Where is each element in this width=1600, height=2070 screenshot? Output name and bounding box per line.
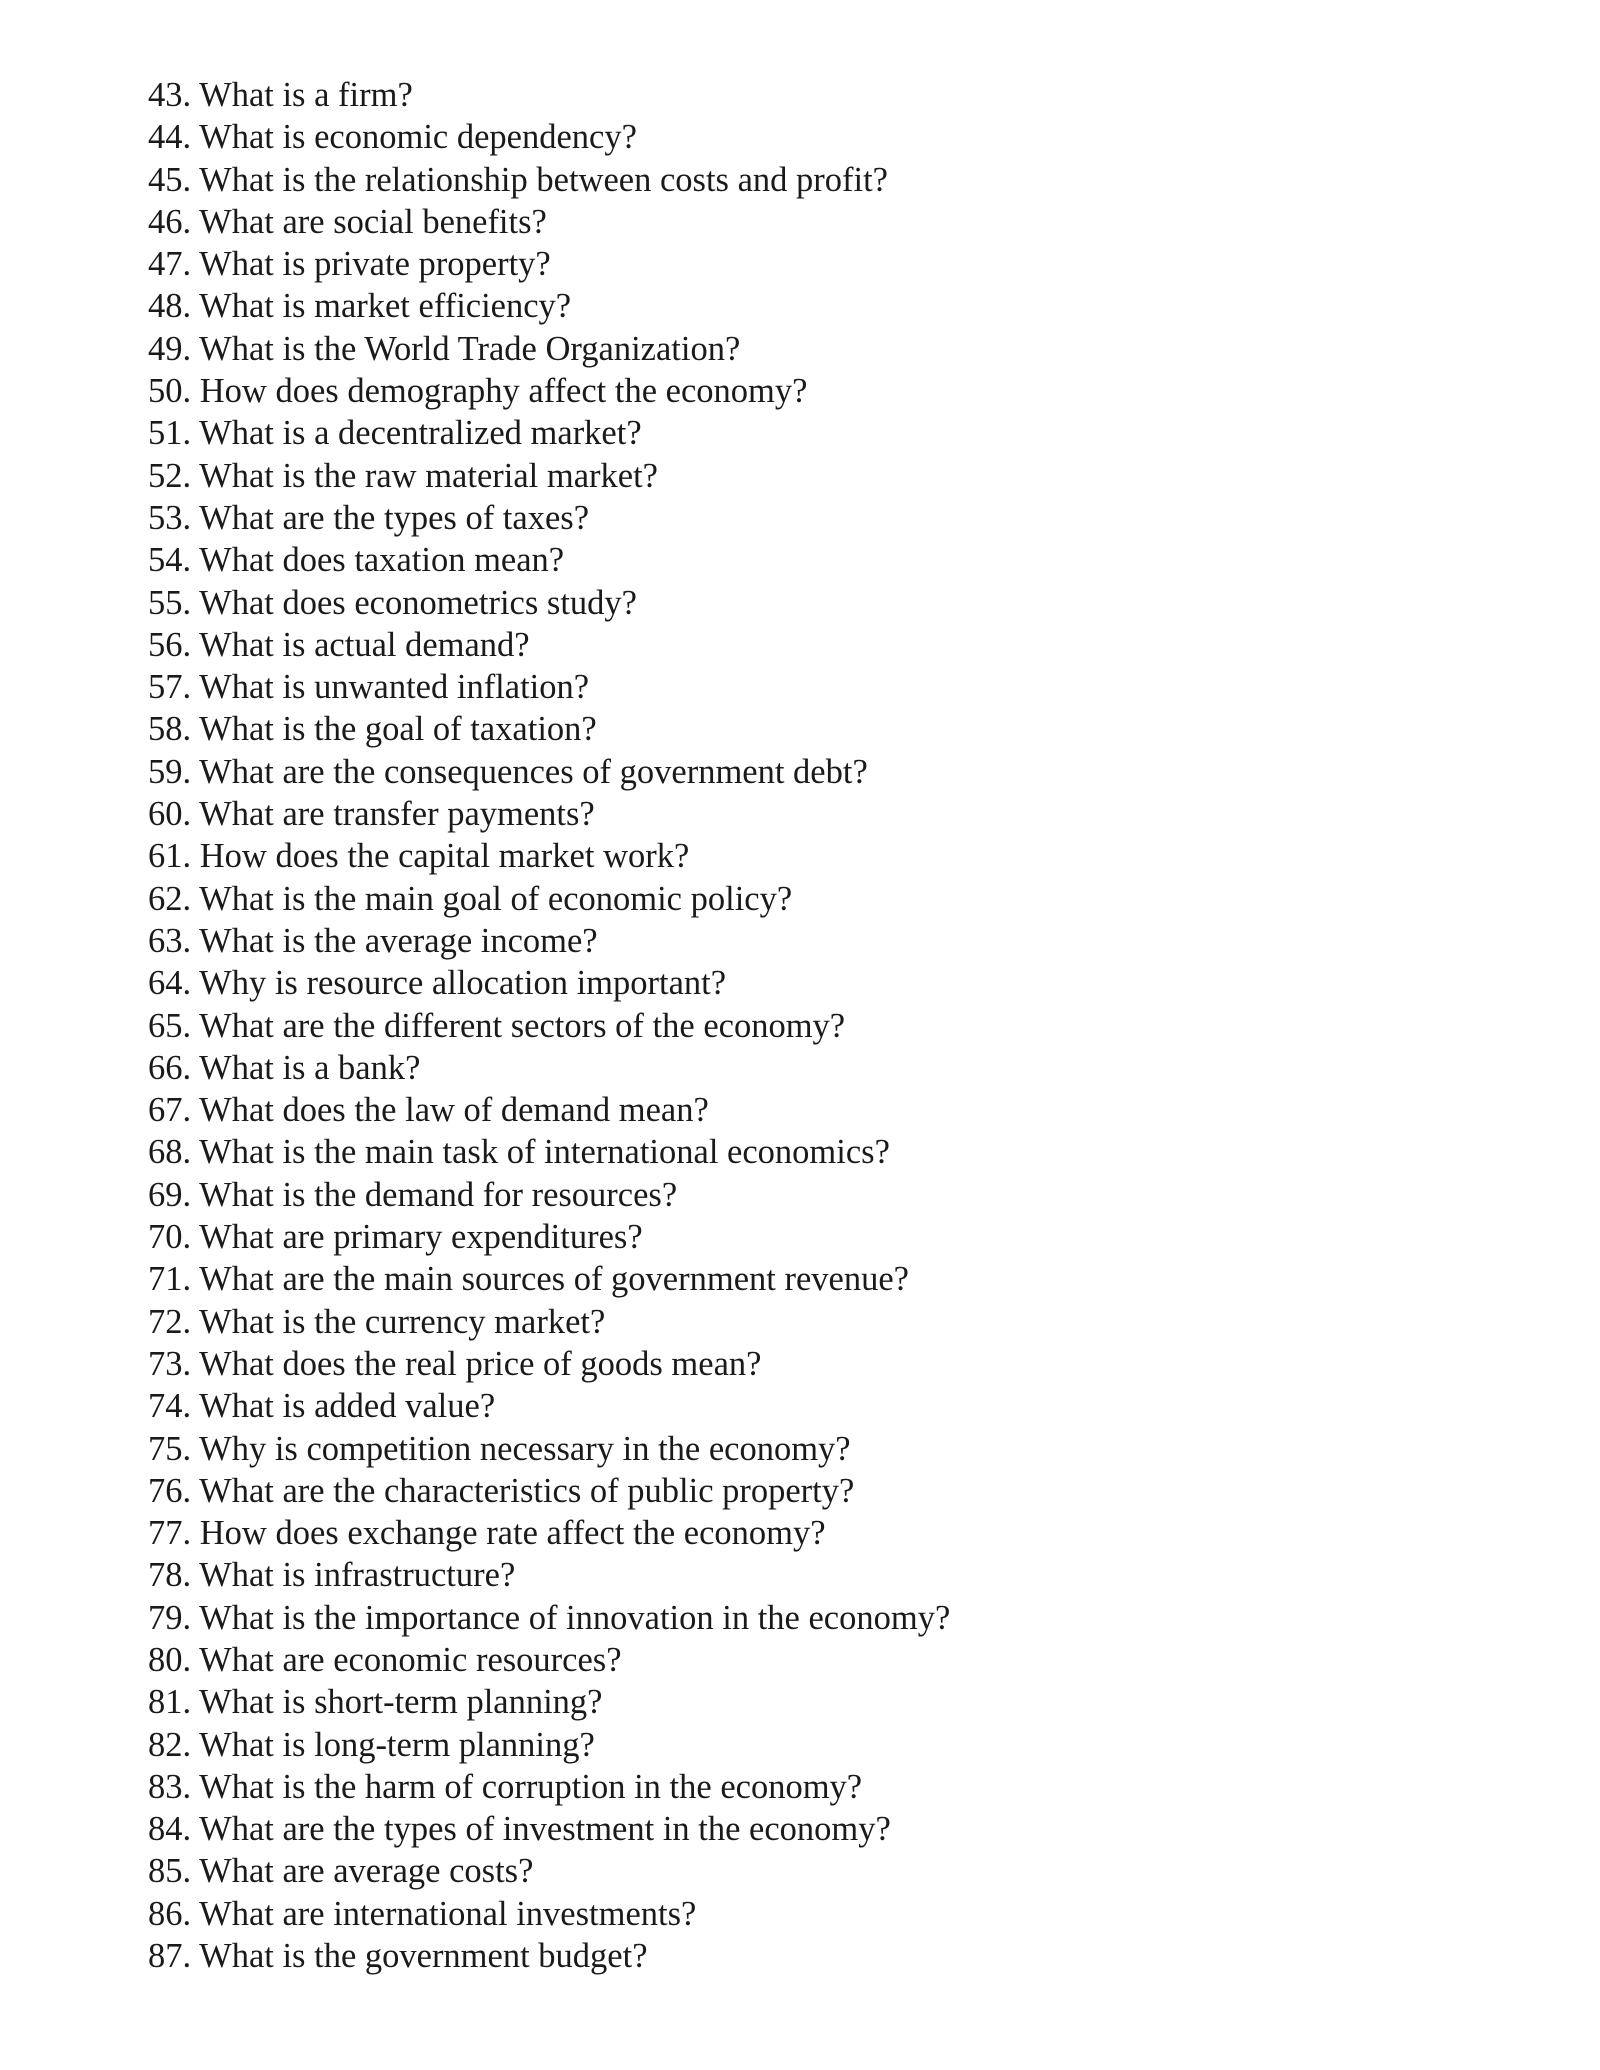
question-item <box>148 1597 1448 1639</box>
question-number: 66. <box>148 1048 192 1087</box>
question-text: What is added value? <box>199 1387 496 1426</box>
question-item <box>148 285 1448 327</box>
question-item <box>148 1766 1448 1808</box>
question-item <box>148 666 1448 708</box>
question-number: 81. <box>148 1683 192 1722</box>
question-number: 50. <box>148 372 192 411</box>
question-text: What does taxation mean? <box>199 541 565 580</box>
question-number: 75. <box>148 1429 192 1468</box>
question-text: What is the main task of international economics? <box>199 1133 890 1172</box>
question-item <box>148 582 1448 624</box>
question-number: 77. <box>148 1514 192 1553</box>
question-item <box>148 751 1448 793</box>
question-text: What are social benefits? <box>199 202 547 241</box>
question-number: 71. <box>148 1260 192 1299</box>
question-text: What are primary expenditures? <box>199 1218 643 1257</box>
question-text: What are the main sources of government revenue? <box>199 1260 909 1299</box>
question-number: 85. <box>148 1852 192 1891</box>
question-text: What is short-term planning? <box>199 1683 603 1722</box>
question-number: 43. <box>148 76 192 114</box>
question-text: What is a firm? <box>199 76 413 114</box>
question-text: What is the raw material market? <box>199 456 658 495</box>
question-number: 86. <box>148 1894 192 1933</box>
question-text: What is the harm of corruption in the economy? <box>199 1767 863 1806</box>
question-number: 84. <box>148 1810 192 1849</box>
question-number: 61. <box>148 837 192 876</box>
question-item <box>148 201 1448 243</box>
question-item <box>148 1639 1448 1681</box>
question-number: 48. <box>148 287 192 326</box>
question-number: 44. <box>148 118 192 157</box>
question-number: 51. <box>148 414 192 453</box>
question-number: 79. <box>148 1598 192 1637</box>
question-item <box>148 624 1448 666</box>
question-item <box>148 793 1448 835</box>
question-item <box>148 1681 1448 1723</box>
question-text: How does the capital market work? <box>199 837 690 876</box>
question-item <box>148 1005 1448 1047</box>
question-number: 60. <box>148 795 192 834</box>
question-text: What is a decentralized market? <box>199 414 642 453</box>
question-number: 52. <box>148 456 192 495</box>
question-item <box>148 1470 1448 1512</box>
question-item <box>148 455 1448 497</box>
question-text: What are the types of investment in the economy? <box>199 1810 891 1849</box>
question-text: What is the main goal of economic policy? <box>199 879 793 918</box>
question-number: 78. <box>148 1556 192 1595</box>
question-item <box>148 920 1448 962</box>
question-text: What is the government budget? <box>199 1937 648 1976</box>
question-item <box>148 1216 1448 1258</box>
question-text: What is market efficiency? <box>199 287 572 326</box>
question-item <box>148 1935 1448 1977</box>
question-text: What is the currency market? <box>199 1302 606 1341</box>
question-number: 45. <box>148 160 192 199</box>
question-item <box>148 1174 1448 1216</box>
question-text: What is infrastructure? <box>199 1556 516 1595</box>
question-number: 64. <box>148 964 192 1003</box>
question-item <box>148 1850 1448 1892</box>
question-number: 46. <box>148 202 192 241</box>
question-item <box>148 708 1448 750</box>
question-item <box>148 1343 1448 1385</box>
question-list <box>148 74 1448 1977</box>
question-number: 73. <box>148 1344 192 1383</box>
question-number: 54. <box>148 541 192 580</box>
question-text: Why is competition necessary in the economy? <box>199 1429 851 1468</box>
question-text: What is the relationship between costs and profit? <box>199 160 888 199</box>
question-item <box>148 835 1448 877</box>
question-item <box>148 1301 1448 1343</box>
question-item <box>148 962 1448 1004</box>
question-text: What does the law of demand mean? <box>199 1091 709 1130</box>
question-item <box>148 497 1448 539</box>
question-item <box>148 243 1448 285</box>
question-item <box>148 1808 1448 1850</box>
question-number: 82. <box>148 1725 192 1764</box>
question-item <box>148 1131 1448 1173</box>
question-item <box>148 539 1448 581</box>
question-number: 70. <box>148 1218 192 1257</box>
question-item <box>148 116 1448 158</box>
question-text: What does econometrics study? <box>199 583 637 622</box>
question-number: 47. <box>148 245 192 284</box>
question-number: 59. <box>148 752 192 791</box>
question-item <box>148 1554 1448 1596</box>
question-item <box>148 1512 1448 1554</box>
question-number: 72. <box>148 1302 192 1341</box>
question-text: What are the consequences of government debt? <box>199 752 868 791</box>
question-number: 49. <box>148 329 192 368</box>
question-item <box>148 1724 1448 1766</box>
question-text: What is the World Trade Organization? <box>199 329 741 368</box>
question-text: What are the types of taxes? <box>199 498 590 537</box>
question-number: 83. <box>148 1767 192 1806</box>
question-text: What are the different sectors of the economy? <box>199 1006 846 1045</box>
question-number: 62. <box>148 879 192 918</box>
question-number: 63. <box>148 921 192 960</box>
question-number: 76. <box>148 1471 192 1510</box>
question-number: 68. <box>148 1133 192 1172</box>
question-number: 80. <box>148 1640 192 1679</box>
question-item <box>148 370 1448 412</box>
question-number: 74. <box>148 1387 192 1426</box>
question-number: 57. <box>148 668 192 707</box>
question-item <box>148 1047 1448 1089</box>
question-item <box>148 74 1448 116</box>
question-text: What is actual demand? <box>199 625 530 664</box>
question-text: What are transfer payments? <box>199 795 595 834</box>
question-text: What are average costs? <box>199 1852 534 1891</box>
question-number: 58. <box>148 710 192 749</box>
question-number: 69. <box>148 1175 192 1214</box>
question-text: How does exchange rate affect the economy? <box>199 1514 826 1553</box>
question-text: What are the characteristics of public property? <box>199 1471 855 1510</box>
question-text: What is a bank? <box>199 1048 421 1087</box>
question-item <box>148 878 1448 920</box>
question-text: What is unwanted inflation? <box>199 668 590 707</box>
question-number: 53. <box>148 498 192 537</box>
question-text: What is economic dependency? <box>199 118 637 157</box>
question-number: 65. <box>148 1006 192 1045</box>
question-item <box>148 1893 1448 1935</box>
question-text: What is private property? <box>199 245 551 284</box>
question-number: 55. <box>148 583 192 622</box>
question-text: What is long-term planning? <box>199 1725 595 1764</box>
question-item <box>148 1089 1448 1131</box>
question-text: What is the demand for resources? <box>199 1175 678 1214</box>
question-number: 67. <box>148 1091 192 1130</box>
question-number: 87. <box>148 1937 192 1976</box>
question-number: 56. <box>148 625 192 664</box>
question-text: What are economic resources? <box>199 1640 622 1679</box>
question-item <box>148 1385 1448 1427</box>
question-item <box>148 412 1448 454</box>
question-item <box>148 1258 1448 1300</box>
question-text: Why is resource allocation important? <box>199 964 727 1003</box>
question-item <box>148 159 1448 201</box>
question-text: How does demography affect the economy? <box>199 372 808 411</box>
question-text: What are international investments? <box>199 1894 697 1933</box>
question-text: What does the real price of goods mean? <box>199 1344 762 1383</box>
question-item <box>148 1428 1448 1470</box>
question-text: What is the average income? <box>199 921 598 960</box>
question-text: What is the goal of taxation? <box>199 710 597 749</box>
question-item <box>148 328 1448 370</box>
question-text: What is the importance of innovation in the economy? <box>199 1598 951 1637</box>
